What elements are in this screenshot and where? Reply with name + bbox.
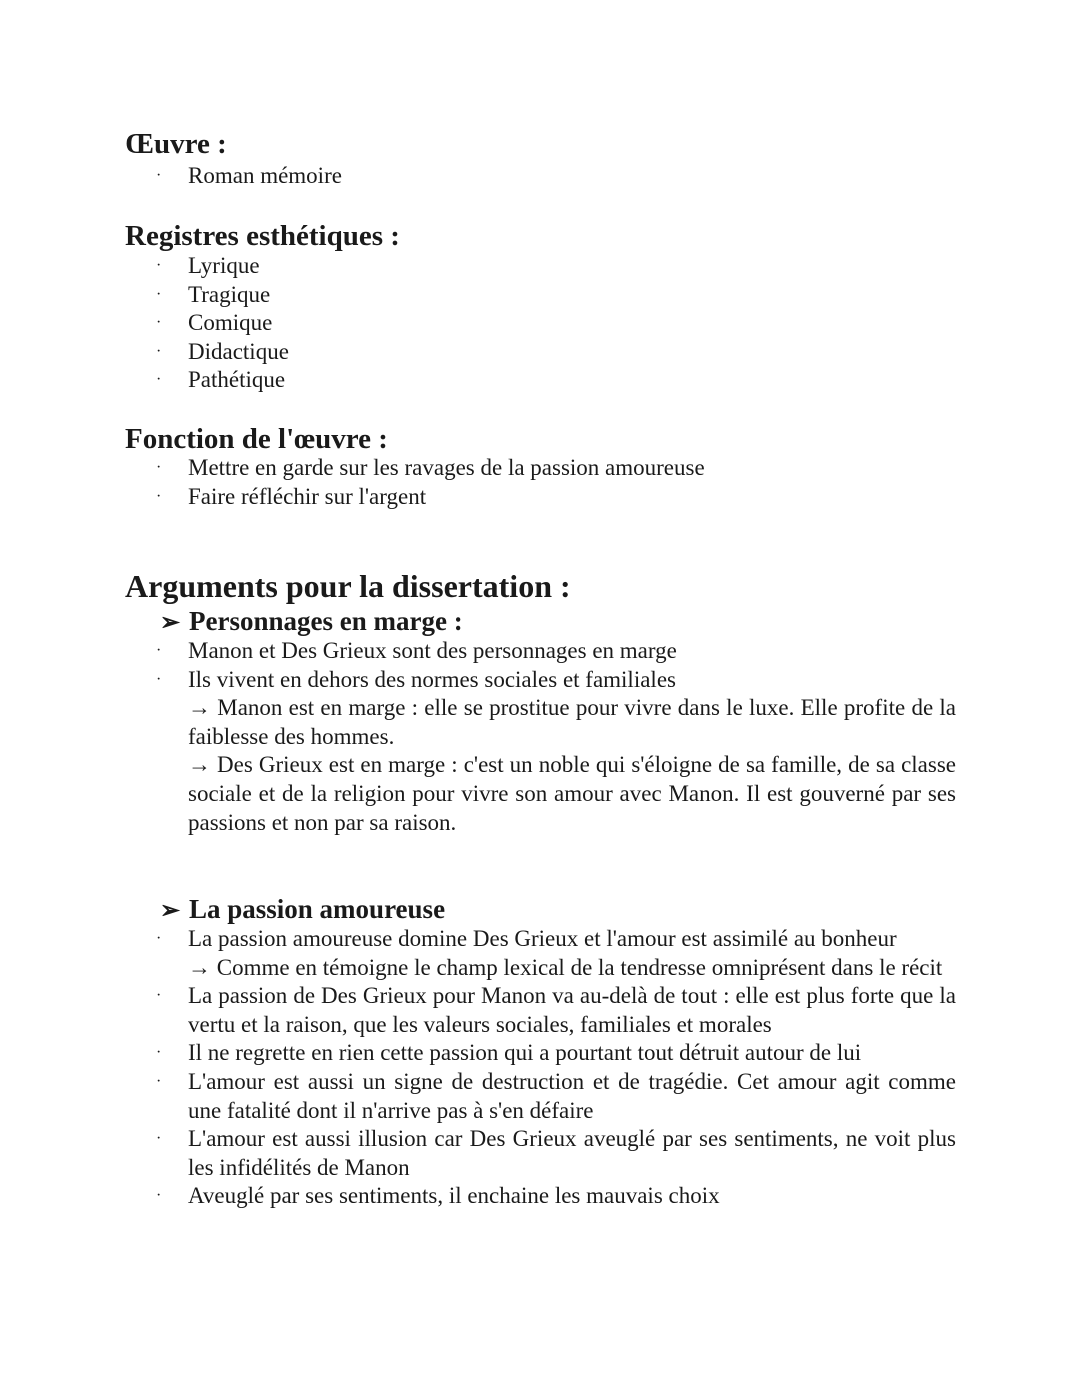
list-item: · L'amour est aussi un signe de destruction et de tragédie. Cet amour agit comme une fatalité dont il n'arrive pas à s'en défaire	[156, 1068, 956, 1123]
list-item: · Didactique	[150, 338, 956, 367]
heading-fonction: Fonction de l'œuvre :	[125, 423, 388, 455]
bullet-icon: ·	[156, 670, 162, 688]
arrow-bullet-icon: ➢	[160, 898, 181, 924]
bullet-icon: ·	[156, 487, 162, 505]
list-item: · Pathétique	[150, 366, 956, 395]
list-item: · Comique	[150, 309, 956, 338]
list-item: · Ils vivent en dehors des normes sociales et familiales	[150, 666, 956, 695]
bullet-icon: ·	[156, 342, 162, 360]
continuation-text: → Des Grieux est en marge : c'est un noble qui s'éloigne de sa famille, de sa classe sociale et de la religion pour vivre son amour avec Manon. Il est gouverné par ses passions et non par sa raison.	[188, 752, 956, 835]
bullet-icon: ·	[156, 987, 162, 1005]
bullet-icon: ·	[156, 642, 162, 659]
list-item: · Mettre en garde sur les ravages de la passion amoureuse	[150, 454, 956, 483]
list-item: · Aveuglé par ses sentiments, il enchaine les mauvais choix	[150, 1182, 956, 1211]
bullet-icon: ·	[156, 930, 162, 947]
list-item: · Faire réfléchir sur l'argent	[150, 483, 956, 512]
list-item: · Roman mémoire	[150, 162, 956, 191]
bullet-icon: ·	[156, 371, 162, 389]
heading-arguments: Arguments pour la dissertation :	[125, 568, 571, 604]
bullet-icon: ·	[156, 285, 162, 303]
subheading-passion: ➢ La passion amoureuse	[160, 893, 445, 927]
bullet-icon: ·	[156, 1044, 162, 1062]
heading-oeuvre: Œuvre :	[125, 128, 227, 160]
bullet-icon: ·	[156, 1072, 162, 1090]
bullet-icon: ·	[156, 1187, 162, 1205]
subheading-personnages: ➢ Personnages en marge :	[160, 605, 463, 639]
list-registres	[150, 252, 956, 395]
bullet-icon: ·	[156, 314, 162, 332]
list-item: · Il ne regrette en rien cette passion qui a pourtant tout détruit autour de lui	[150, 1039, 956, 1068]
bullet-icon: ·	[156, 1130, 162, 1148]
bullet-icon: ·	[156, 167, 162, 184]
list-item: · Tragique	[150, 281, 956, 310]
list-personnages	[150, 637, 956, 837]
list-item: · La passion de Des Grieux pour Manon va au-delà de tout : elle est plus forte que la vertu et la raison, que les valeurs sociales, familiales et morales	[156, 983, 956, 1037]
bullet-icon: ·	[156, 459, 162, 476]
list-item: · L'amour est aussi illusion car Des Grieux aveuglé par ses sentiments, ne voit plus les infidélités de Manon	[156, 1126, 956, 1180]
list-item: · La passion amoureuse domine Des Grieux et l'amour est assimilé au bonheur → Comme en témoigne le champ lexical de la tendresse omniprésent dans le récit	[150, 925, 956, 982]
list-fonction	[150, 454, 956, 511]
list-passion	[150, 925, 956, 1211]
arrow-bullet-icon: ➢	[160, 610, 181, 636]
list-item: · Manon et Des Grieux sont des personnages en marge	[150, 637, 956, 666]
continuation-text: → Comme en témoigne le champ lexical de la tendresse omniprésent dans le récit	[188, 954, 943, 980]
continuation-text: → Manon est en marge : elle se prostitue pour vivre dans le luxe. Elle profite de la faiblesse des hommes.	[188, 695, 956, 749]
bullet-icon: ·	[156, 257, 162, 274]
list-item: · Lyrique	[150, 252, 956, 281]
heading-registres: Registres esthétiques :	[125, 220, 400, 252]
list-oeuvre	[150, 162, 956, 191]
